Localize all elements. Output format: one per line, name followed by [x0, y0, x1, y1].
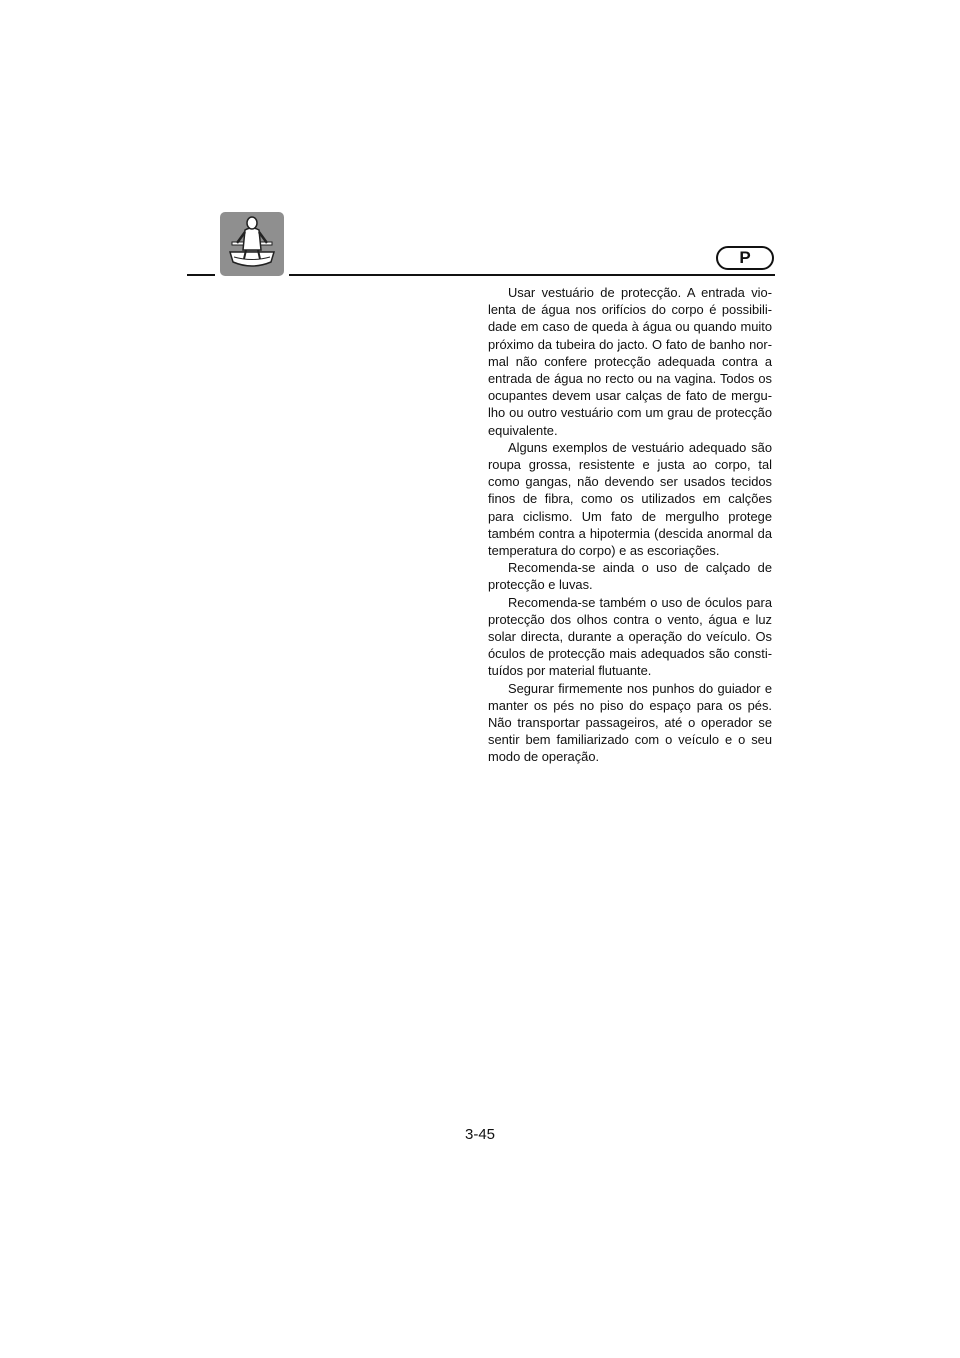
paragraph-protective-clothing: Usar vestuário de protecção. A entrada violenta de água nos orifícios do corpo é possibilidade em caso de queda à água ou quando muito próximo da tubeira do jacto. O fato de banho normal não confere protecção adequada contra a entrada de água no recto ou na vagina. Todos os ocupantes devem usar calças de fato de mergulho ou outro vestuário com um grau de protecção equivalente. — [488, 285, 772, 438]
page-number: 3-45 — [464, 1126, 496, 1143]
language-badge: P — [716, 246, 774, 270]
paragraph-footwear-gloves: Recomenda-se ainda o uso de calçado de protecção e luvas. — [488, 560, 772, 593]
header-rule-left — [187, 274, 215, 276]
paragraph-handlebar-grip: Segurar firmemente nos punhos do guiador e manter os pés no piso do espaço para os pés. Não transportar passageiros, até o operador se sentir bem familiarizado com o veículo e o seu modo de operação. — [488, 680, 772, 765]
main-text — [488, 284, 772, 766]
paragraph-clothing-examples: Alguns exemplos de vestuário adequado são roupa grossa, resistente e justa ao corpo, tal como gangas, não devendo ser usados tecidos finos de fibra, como os utilizados em calções para ciclismo. Um fato de mergulho protege também contra a hipotermia (descida anormal da temperatura do corpo) e as escoriações. — [488, 439, 772, 559]
paragraph-eye-protection: Recomenda-se também o uso de óculos para protecção dos olhos contra o vento, água e luz solar directa, durante a operação do veículo. Os óculos de protecção mais adequados são constituídos por material flutuante. — [488, 594, 772, 679]
header-rule-right — [289, 274, 775, 276]
personal-watercraft-rider-icon — [220, 212, 284, 276]
